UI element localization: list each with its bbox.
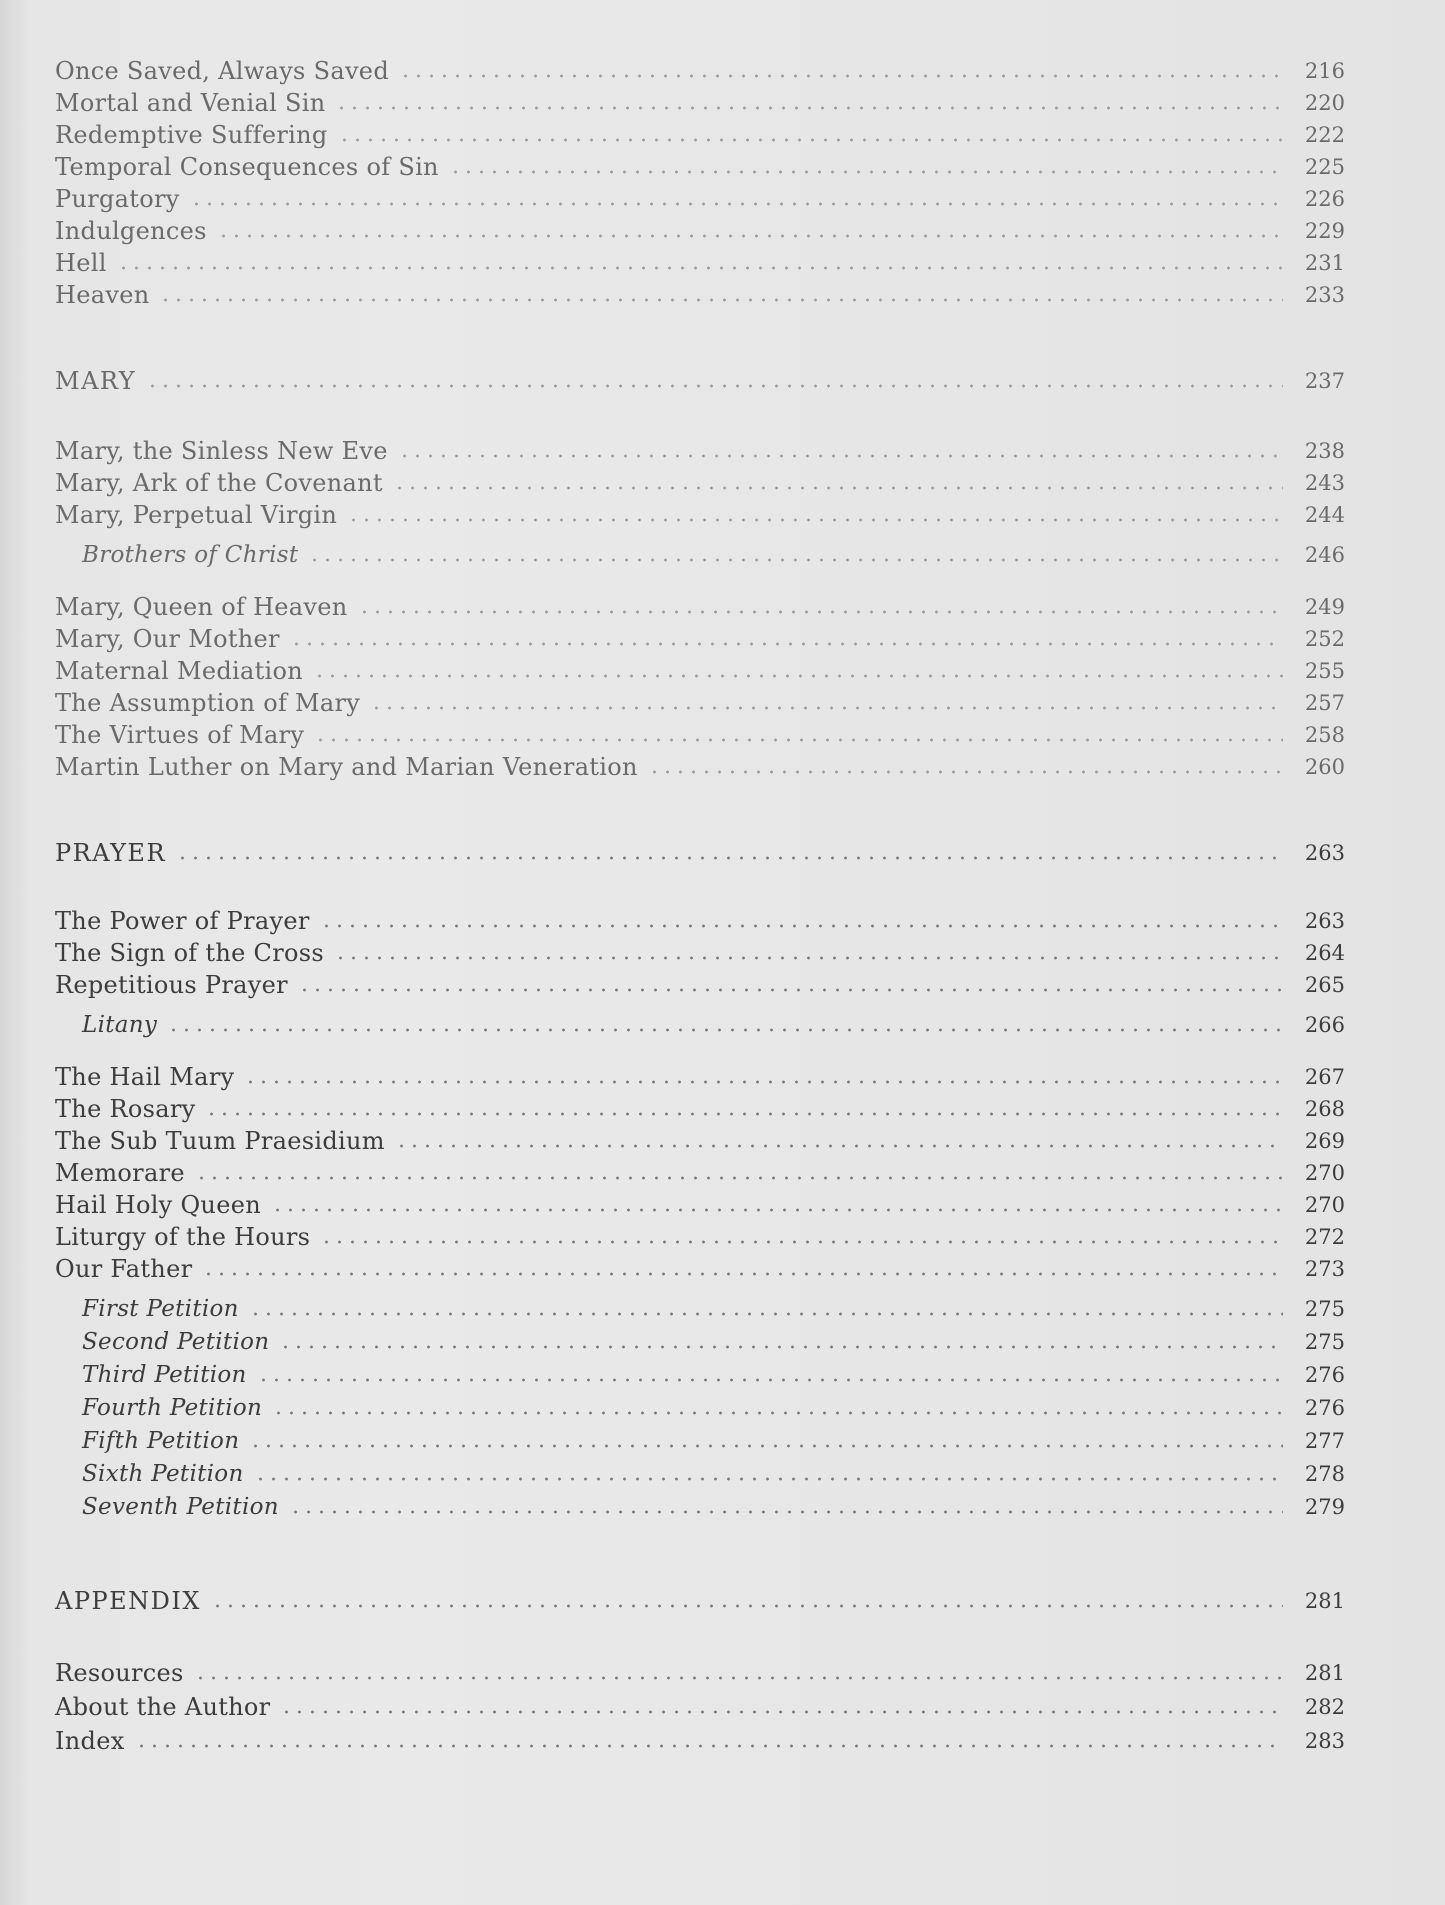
dot-leader — [117, 264, 1283, 272]
toc-entry-page: 275 — [1304, 1330, 1345, 1354]
toc-entry-title: First Petition — [82, 1296, 239, 1322]
dot-leader — [648, 768, 1283, 776]
dot-leader — [334, 954, 1283, 962]
dot-leader — [398, 452, 1283, 460]
toc-entry-title: Memorare — [55, 1159, 185, 1187]
toc-entry[interactable] — [55, 210, 1345, 246]
toc-entry-title: The Power of Prayer — [55, 907, 310, 935]
toc-entry-page: 252 — [1304, 627, 1345, 651]
toc-entry-page: 244 — [1304, 503, 1345, 527]
toc-entry-page: 238 — [1304, 439, 1345, 463]
toc-entry-title: Repetitious Prayer — [55, 971, 288, 999]
dot-leader — [279, 1343, 1283, 1351]
toc-entry-page: 269 — [1304, 1129, 1345, 1153]
toc-entry-page: 216 — [1304, 59, 1345, 83]
toc-entry-page: 257 — [1304, 691, 1345, 715]
toc-entry-title: Index — [55, 1727, 125, 1755]
dot-leader — [249, 1310, 1283, 1318]
toc-entry-title: Heaven — [55, 281, 150, 309]
toc-entry-page: 264 — [1304, 941, 1345, 965]
dot-leader — [254, 1475, 1283, 1483]
toc-entry-title: Seventh Petition — [82, 1494, 279, 1520]
toc-entry-page: 222 — [1304, 123, 1345, 147]
toc-entry-page: 265 — [1304, 973, 1345, 997]
toc-entry[interactable] — [55, 1056, 1345, 1092]
toc-entry[interactable] — [55, 274, 1345, 310]
toc-entry-title: Mary, Ark of the Covenant — [55, 469, 383, 497]
toc-entry-title: The Assumption of Mary — [55, 689, 361, 717]
toc-entry[interactable] — [55, 746, 1345, 782]
toc-entry-page: 282 — [1304, 1695, 1345, 1719]
dot-leader — [393, 484, 1283, 492]
toc-entry-title: Fifth Petition — [82, 1428, 240, 1454]
dot-leader — [249, 1442, 1283, 1450]
toc-entry-page: 246 — [1304, 543, 1345, 567]
toc-section-heading[interactable] — [55, 832, 1345, 868]
toc-entry-title: The Rosary — [55, 1095, 196, 1123]
toc-entry-page: 283 — [1304, 1729, 1345, 1753]
toc-entry[interactable] — [55, 1720, 1345, 1756]
toc-entry[interactable] — [55, 1216, 1345, 1252]
toc-entry[interactable] — [55, 900, 1345, 936]
toc-entry[interactable] — [55, 146, 1345, 182]
toc-subentry[interactable] — [55, 1004, 1345, 1040]
toc-entry-title: The Virtues of Mary — [55, 721, 305, 749]
toc-entry-page: 258 — [1304, 723, 1345, 747]
dot-leader — [298, 986, 1283, 994]
toc-entry-page: 268 — [1304, 1097, 1345, 1121]
toc-entry-title: Sixth Petition — [82, 1461, 244, 1487]
dot-leader — [308, 556, 1283, 564]
toc-entry[interactable] — [55, 682, 1345, 718]
dot-leader — [338, 136, 1283, 144]
toc-entry-page: 281 — [1304, 1661, 1345, 1685]
toc-subentry[interactable] — [55, 1387, 1345, 1423]
toc-subentry[interactable] — [55, 1354, 1345, 1390]
toc-entry-page: 275 — [1304, 1297, 1345, 1321]
toc-entry[interactable] — [55, 1152, 1345, 1188]
dot-leader — [358, 608, 1283, 616]
toc-entry[interactable] — [55, 586, 1345, 622]
dot-leader — [290, 640, 1283, 648]
toc-entry[interactable] — [55, 1248, 1345, 1284]
toc-entry[interactable] — [55, 650, 1345, 686]
toc-entry[interactable] — [55, 1184, 1345, 1220]
toc-entry-page: 249 — [1304, 595, 1345, 619]
section-page: 281 — [1304, 1589, 1345, 1613]
dot-leader — [347, 516, 1283, 524]
toc-entry-page: 266 — [1304, 1013, 1345, 1037]
dot-leader — [135, 1742, 1283, 1750]
dot-leader — [244, 1078, 1283, 1086]
dot-leader — [289, 1508, 1283, 1516]
toc-section-heading[interactable] — [55, 360, 1345, 396]
dot-leader — [272, 1409, 1283, 1417]
toc-subentry[interactable] — [55, 1486, 1345, 1522]
toc-entry-page: 272 — [1304, 1225, 1345, 1249]
toc-entry-title: Liturgy of the Hours — [55, 1223, 311, 1251]
toc-entry-title: Third Petition — [82, 1362, 247, 1388]
toc-entry-title: Fourth Petition — [82, 1395, 263, 1421]
dot-leader — [205, 1110, 1283, 1118]
toc-entry-page: 270 — [1304, 1161, 1345, 1185]
toc-entry[interactable] — [55, 714, 1345, 750]
toc-entry[interactable] — [55, 1686, 1345, 1722]
toc-subentry[interactable] — [55, 1453, 1345, 1489]
toc-entry-page: 276 — [1304, 1396, 1345, 1420]
toc-entry-title: The Sub Tuum Praesidium — [55, 1127, 385, 1155]
toc-entry[interactable] — [55, 114, 1345, 150]
section-title: PRAYER — [55, 839, 167, 867]
dot-leader — [202, 1270, 1283, 1278]
toc-entry-title: About the Author — [55, 1693, 271, 1721]
toc-entry-page: 260 — [1304, 755, 1345, 779]
dot-leader — [370, 704, 1283, 712]
dot-leader — [176, 854, 1283, 862]
toc-entry-page: 267 — [1304, 1065, 1345, 1089]
toc-entry-title: Redemptive Suffering — [55, 121, 328, 149]
dot-leader — [194, 1674, 1283, 1682]
toc-entry-title: Martin Luther on Mary and Marian Veneration — [55, 753, 638, 781]
toc-entry-title: Mary, Perpetual Virgin — [55, 501, 338, 529]
dot-leader — [190, 200, 1283, 208]
toc-entry-page: 243 — [1304, 471, 1345, 495]
toc-entry[interactable] — [55, 82, 1345, 118]
dot-leader — [335, 104, 1283, 112]
toc-entry[interactable] — [55, 618, 1345, 654]
dot-leader — [313, 672, 1283, 680]
toc-entry-title: The Hail Mary — [55, 1063, 235, 1091]
dot-leader — [395, 1142, 1283, 1150]
toc-entry-page: 279 — [1304, 1495, 1345, 1519]
toc-entry-title: Once Saved, Always Saved — [55, 57, 389, 85]
toc-entry-title: Mary, Our Mother — [55, 625, 280, 653]
dot-leader — [320, 1238, 1283, 1246]
toc-entry-page: 278 — [1304, 1462, 1345, 1486]
dot-leader — [314, 736, 1283, 744]
dot-leader — [217, 232, 1283, 240]
toc-entry-page: 263 — [1304, 909, 1345, 933]
dot-leader — [449, 168, 1283, 176]
toc-entry[interactable] — [55, 430, 1345, 466]
toc-entry[interactable] — [55, 1652, 1345, 1688]
toc-entry-title: Purgatory — [55, 185, 180, 213]
section-page: 237 — [1304, 369, 1345, 393]
toc-entry[interactable] — [55, 964, 1345, 1000]
toc-entry-title: Maternal Mediation — [55, 657, 304, 685]
toc-entry-title: Mary, the Sinless New Eve — [55, 437, 388, 465]
toc-entry-page: 226 — [1304, 187, 1345, 211]
dot-leader — [257, 1376, 1283, 1384]
toc-entry-page: 273 — [1304, 1257, 1345, 1281]
toc-subentry[interactable] — [55, 1288, 1345, 1324]
toc-entry[interactable] — [55, 494, 1345, 530]
toc-entry-page: 231 — [1304, 251, 1345, 275]
section-title: MARY — [55, 367, 137, 395]
toc-entry-title: Temporal Consequences of Sin — [55, 153, 439, 181]
dot-leader — [320, 922, 1283, 930]
dot-leader — [211, 1602, 1283, 1610]
dot-leader — [280, 1708, 1283, 1716]
toc-entry-title: Litany — [82, 1012, 158, 1038]
toc-entry-title: Mortal and Venial Sin — [55, 89, 326, 117]
toc-entry-title: Mary, Queen of Heaven — [55, 593, 348, 621]
toc-entry-page: 233 — [1304, 283, 1345, 307]
toc-entry-title: Brothers of Christ — [82, 542, 299, 568]
dot-leader — [399, 72, 1283, 80]
toc-subentry[interactable] — [55, 534, 1345, 570]
toc-entry-title: Hell — [55, 249, 107, 277]
toc-entry[interactable] — [55, 178, 1345, 214]
toc-entry-page: 276 — [1304, 1363, 1345, 1387]
toc-entry[interactable] — [55, 242, 1345, 278]
dot-leader — [195, 1174, 1283, 1182]
toc-entry[interactable] — [55, 1120, 1345, 1156]
dot-leader — [146, 382, 1283, 390]
toc-section-heading[interactable] — [55, 1580, 1345, 1616]
toc-entry-page: 220 — [1304, 91, 1345, 115]
dot-leader — [159, 296, 1283, 304]
toc-entry[interactable] — [55, 932, 1345, 968]
dot-leader — [271, 1206, 1283, 1214]
toc-entry-title: Resources — [55, 1659, 184, 1687]
toc-subentry[interactable] — [55, 1420, 1345, 1456]
toc-entry-page: 255 — [1304, 659, 1345, 683]
toc-entry-page: 277 — [1304, 1429, 1345, 1453]
toc-subentry[interactable] — [55, 1321, 1345, 1357]
toc-entry-page: 229 — [1304, 219, 1345, 243]
toc-entry[interactable] — [55, 462, 1345, 498]
toc-entry-title: Hail Holy Queen — [55, 1191, 261, 1219]
toc-entry-page: 225 — [1304, 155, 1345, 179]
toc-entry-title: Second Petition — [82, 1329, 270, 1355]
toc-entry[interactable] — [55, 50, 1345, 86]
toc-entry[interactable] — [55, 1088, 1345, 1124]
dot-leader — [167, 1026, 1283, 1034]
toc-entry-title: The Sign of the Cross — [55, 939, 324, 967]
toc-entry-title: Indulgences — [55, 217, 207, 245]
section-page: 263 — [1304, 841, 1345, 865]
toc-entry-page: 270 — [1304, 1193, 1345, 1217]
section-title: APPENDIX — [55, 1587, 201, 1615]
toc-entry-title: Our Father — [55, 1255, 193, 1283]
